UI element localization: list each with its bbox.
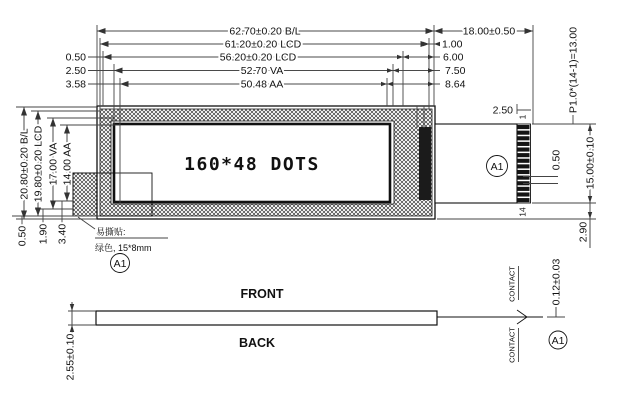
dim-offset-2-50: 2.50	[65, 65, 86, 77]
sticker-note-line1: 易撕贴:	[96, 227, 126, 237]
module-side-profile	[96, 311, 437, 325]
connector-pin	[518, 164, 530, 168]
dim-offset-3-58: 3.58	[65, 78, 86, 91]
dim-contact-thickness: 0.12±0.03	[550, 258, 563, 306]
connector-pin	[518, 142, 530, 146]
dim-fpc-length: 18.00±0.50	[462, 25, 516, 38]
back-label: BACK	[238, 336, 276, 350]
sticker-a1-callout: A1	[113, 258, 127, 270]
dim-bl-height: 20.80±0.20 B/L	[18, 128, 31, 200]
connector-pin	[518, 136, 530, 140]
side-view	[65, 259, 568, 381]
dim-offset-6-00: 6.00	[443, 51, 464, 64]
dim-lcd-height: 19.80±0.20 LCD	[32, 125, 45, 203]
dim-contact-length: 2.50	[492, 104, 513, 117]
dim-lcd2-width: 56.20±0.20 LCD	[219, 51, 297, 64]
dim-va-height: 17.00 VA	[47, 142, 60, 186]
dim-offset-7-50: 7.50	[445, 65, 466, 77]
dim-bottom-0-50: 0.50	[16, 225, 29, 247]
dim-pin-width: 0.50	[550, 149, 563, 171]
dim-bottom-gap: 2.90	[577, 221, 590, 243]
top-dimension-labels	[66, 26, 516, 91]
connector-pin	[518, 187, 530, 191]
sticker-note-line2: 绿色, 15*8mm	[95, 243, 152, 253]
dim-bottom-1-90: 1.90	[37, 223, 50, 245]
connector-pin	[518, 125, 530, 129]
connector-pin	[518, 131, 530, 135]
top-view	[73, 106, 531, 219]
connector-pin	[518, 159, 530, 163]
connector-pins	[518, 125, 530, 202]
pin-1-label: 1	[517, 114, 528, 120]
connector-pin	[518, 153, 530, 157]
side-a1-callout: A1	[551, 335, 565, 347]
connector-outline	[517, 124, 531, 203]
pin-14-label: 14	[517, 207, 528, 217]
dim-aa-height: 14.00 AA	[61, 142, 74, 186]
connector-pin	[518, 170, 530, 174]
dim-lcd-width: 61.20±0.20 LCD	[224, 38, 302, 51]
connector-pin	[518, 198, 530, 202]
left-dimension-labels	[17, 125, 74, 246]
display-resolution-label: 160*48 DOTS	[184, 154, 320, 175]
contact-label-top: CONTACT	[507, 266, 517, 302]
dim-fpc-height: 15.00±0.10	[584, 136, 597, 190]
dim-thickness: 2.55±0.10	[64, 333, 77, 381]
dim-offset-8-64: 8.64	[445, 78, 466, 91]
dim-offset-0-50: 0.50	[65, 51, 86, 64]
dim-offset-1-00: 1.00	[442, 38, 463, 51]
sticker-tab-hatch	[73, 173, 97, 216]
connector-pin	[518, 147, 530, 151]
dim-bottom-3-40: 3.40	[56, 223, 69, 245]
fpc-a1-callout: A1	[490, 161, 504, 173]
dim-aa-width: 50.48 AA	[240, 78, 284, 91]
contact-label-bottom: CONTACT	[507, 327, 517, 363]
sticker-callout	[78, 217, 168, 273]
zebra-strip	[419, 127, 431, 200]
front-label: FRONT	[240, 287, 284, 301]
dim-bl-width: 62.70±0.20 B/L	[229, 25, 301, 38]
dim-pin-pitch-formula: P1.0*(14-1)=13.00	[567, 26, 580, 114]
connector-pin	[518, 192, 530, 196]
fpc-tail	[435, 124, 517, 203]
dim-va-width: 52.70 VA	[240, 65, 284, 77]
